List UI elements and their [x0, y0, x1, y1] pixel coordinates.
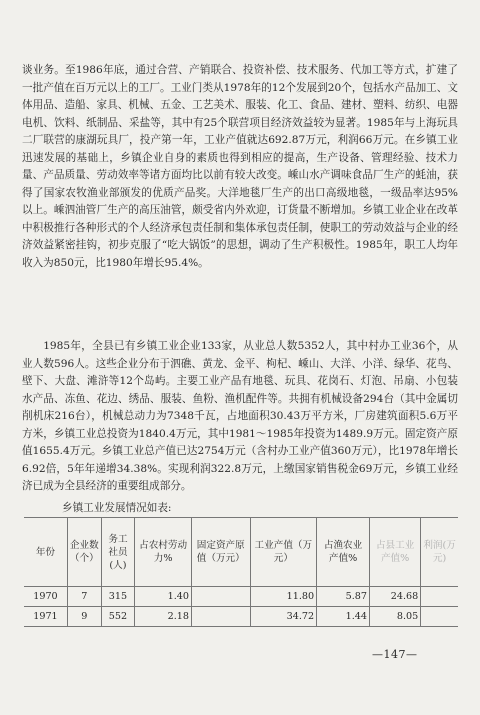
header-labor-share: 占农村劳动力%	[135, 518, 192, 587]
header-industrial-output: 工业产值（万元）	[250, 518, 317, 587]
cell-profit	[421, 607, 458, 627]
cell-labor-share: 1.40	[135, 587, 192, 607]
cell-fixed-assets	[191, 587, 250, 607]
cell-enterprise-count: 9	[67, 607, 101, 627]
cell-enterprise-count: 7	[67, 587, 101, 607]
cell-year: 1971	[24, 607, 67, 627]
cell-county-share: 24.68	[370, 587, 421, 607]
body-paragraph-1: 谈业务。至1986年底，通过合营、产销联合、投资补偿、技术服务、代加工等方式，扩建了一批产值在百万元以上的工厂。工业门类从1978年的12个发展到20个，包括水产品加工、文体用品、造船、家具、机械、五金、工艺美术、服装、化工、食品、建材、塑料、纺织、电器电机、饮料、纸制品、采盐等，其中有25个联营项目经济效益较为显著。1985年与上海玩具二厂联营的康湖玩具厂，投产第一年，工业产值就达692.87万元，利润66万元。在乡镇工业迅速发展的基础上，乡镇企业自身的素质也得到相应的提高，生产设备、管理经验、技术力量、产品质量、劳动效率等诸方面均比以前有较大改变。嵊山水产调味食品厂生产的蚝油，获得了国家农牧渔业部颁发的优质产品奖。大洋地毯厂生产的出口高级地毯，一级品率达95%以上。嵊泗油管厂生产的高压油管，颇受省内外欢迎，订货量不断增加。乡镇工业企业在改革中积极推行各种形式的个人经济承包责任制和集体承包责任制，使职工的劳动效益与企业的经济效益紧密挂钩，初步克服了“吃大锅饭”的思想，调动了生产积极性。1985年，职工人均年收入为850元，比1980年增长95.4%。	[22, 64, 458, 269]
cell-profit	[421, 587, 458, 607]
page-number: —147—	[372, 648, 418, 661]
header-enterprise-count: 企业数（个）	[67, 518, 101, 587]
table-caption: 乡镇工业发展情况如表:	[62, 502, 172, 514]
header-fixed-assets: 固定资产原值（万元）	[191, 518, 250, 587]
table-row	[24, 587, 458, 607]
header-year: 年份	[24, 518, 67, 587]
cell-workers: 315	[101, 587, 135, 607]
cell-industrial-output: 11.80	[250, 587, 317, 607]
cell-fishery-share: 5.87	[317, 587, 370, 607]
header-workers: 务工社员(人)	[101, 518, 135, 587]
header-profit: 利润(万元)	[421, 518, 458, 587]
cell-fishery-share: 1.44	[317, 607, 370, 627]
cell-county-share: 8.05	[370, 607, 421, 627]
cell-year: 1970	[24, 587, 67, 607]
header-county-share: 占县工业产值%	[370, 518, 421, 587]
cell-fixed-assets	[191, 607, 250, 627]
cell-workers: 552	[101, 607, 135, 627]
township-industry-table	[24, 517, 458, 627]
body-paragraph-2: 1985年，全县已有乡镇工业企业133家，从业总人数5352人，其中村办工业36个，从业人数596人。这些企业分布于泗礁、黄龙、金平、枸杞、嵊山、大洋、小洋、绿华、花鸟、壁下、大盘、滩浒等12个岛屿。主要工业产品有地毯、玩具、花岗石、灯泡、吊扇、小包装水产品、冻鱼、花边、绣品、服装、鱼粉、渔机配件等。共拥有机械设备294台（其中金属切削机床216台），机械总动力为7348千瓦，占地面积30.43万平方米，厂房建筑面积5.6万平方米，乡镇工业总投资为1840.4万元，其中1981～1985年投资为1489.9万元。固定资产原值1655.4万元。乡镇工业总产值已达2754万元（含村办工业产值360万元），比1978年增长6.92倍，5年年递增34.38%。实现利润322.8万元，上缴国家销售税金69万元，乡镇工业经济已成为全县经济的重要组成部分。	[22, 340, 458, 492]
table-row	[24, 607, 458, 627]
cell-labor-share: 2.18	[135, 607, 192, 627]
table-header-row	[24, 518, 458, 587]
cell-industrial-output: 34.72	[250, 607, 317, 627]
header-fishery-share: 占渔农业产值%	[317, 518, 370, 587]
